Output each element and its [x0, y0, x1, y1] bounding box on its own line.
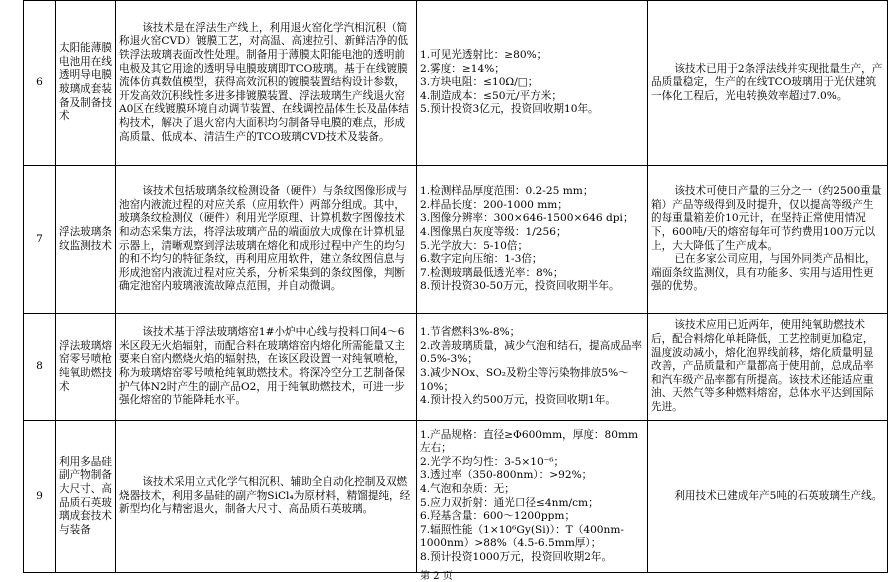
indicator-item: 4.预计投入约500万元，投资回收期1年。 [420, 394, 616, 407]
indicator-item: 2.改善玻璃质量，减少气泡和结石，提高成品率0.5%-3%； [420, 339, 642, 366]
application-remarks [648, 421, 888, 573]
remark-paragraph: 该技术可使日产量的三分之一（约2500重量箱）产品等级得到及时提升，仅以提高等级产生的每重量箱差价10元计，在坚持正常使用情况下，600吨/天的熔窑每年可节约费用100万元以上，大大降低了生产成本。 [651, 185, 882, 252]
remark-paragraph: 利用技术已建成年产5吨的石英玻璃生产线。 [674, 489, 883, 502]
indicator-item: 4.气泡和杂质：无； [420, 482, 515, 495]
technology-description [116, 166, 417, 314]
description-paragraph: 该技术是在浮法生产线上，利用退火窑化学汽相沉积（简称退火窑CVD）镀膜工艺，对高温、高速拉引、新鲜洁净的低铁浮法玻璃表面改性处理。制备用于薄膜太阳能电池的透明前电极及其它用途的透明导电膜玻璃即TCO玻璃。基于在线镀膜流体仿真数值模型，获得高效沉积的镀膜装置结构设计参数，开发高效沉积线性多进多排镀膜装置、浮法玻璃生产线退火窑A0区在线镀膜环境自动调节装置、在线调控晶体生长及晶体结构技术，解决了退火窑内大面积均匀制备导电膜的难点，形成高质量、低成本、清洁生产的TCO玻璃CVD技术及装备。 [119, 21, 409, 143]
technology-name: 太阳能薄膜电池用在线透明导电膜玻璃成套装备及制备技术 [56, 1, 116, 166]
indicator-item: 1.可见光透射比：≥80%； [420, 49, 548, 62]
table-row [24, 314, 888, 421]
description-paragraph: 该技术基于浮法玻璃熔窑1#小炉中心线与投料口间4～6米区段无火焰辐射，而配合料在玻璃熔窑内熔化所需能量又主要来自窑内燃烧火焰的辐射热，在该区段设置一对纯氧喷枪，称为玻璃熔窑零号喷枪纯氧助燃技术。将深冷空分工艺制备保护气体N2时产生的副产品O2，用于纯氧助燃技术，可进一步强化熔窑的节能降耗水平。 [119, 326, 406, 407]
indicator-item: 3.方块电阻：≤10Ω/□； [420, 76, 539, 89]
indicator-item: 6.羟基含量：600～1200ppm； [420, 510, 576, 523]
technology-name: 利用多晶硅副产物制备大尺寸、高品质石英玻璃成套技术与装备 [56, 421, 116, 573]
indicator-item: 2.光学不均匀性：3-5×10⁻⁶； [420, 455, 565, 468]
technology-name: 浮法玻璃熔窑零号喷枪纯氧助燃技术 [56, 314, 116, 421]
row-number: 8 [24, 314, 56, 421]
technology-name: 浮法玻璃条纹监测技术 [56, 166, 116, 314]
application-remarks [648, 1, 888, 166]
indicator-item: 2.样品长度：200-1000 mm； [420, 198, 568, 211]
row-number: 7 [24, 166, 56, 314]
technical-indicators [417, 421, 648, 573]
table-row [24, 1, 888, 166]
indicator-item: 5.光学放大：5-10倍； [420, 239, 529, 252]
technology-table [23, 0, 888, 573]
indicator-item: 7.检测玻璃最低透光率：8%； [420, 266, 564, 279]
indicator-item: 7.辐照性能（1×10⁶Gy(Si)）：T（400nm-1000nm）>88%（4.5-6.5mm厚）； [420, 523, 624, 550]
indicator-item: 4.图像黑白灰度等级：1/256； [420, 225, 567, 238]
indicator-item: 5.应力双折射：通光口径≤4nm/cm； [420, 496, 599, 509]
indicator-item: 3.减少NOx、SO₂及粉尘等污染物排放5%～10%； [420, 367, 629, 393]
technology-description [116, 1, 417, 166]
application-remarks [648, 166, 888, 314]
indicator-item: 8.预计投资30-50万元，投资回收期半年。 [420, 280, 620, 293]
application-remarks [648, 314, 888, 421]
remark-paragraph: 已在多家公司应用，与国外同类产品相比，端面条纹监测仪，具有功能多、实用与适用性更强的优势。 [651, 253, 876, 293]
page-footer: 第 2 页 [420, 571, 453, 582]
technical-indicators [417, 1, 648, 166]
row-number: 9 [24, 421, 56, 573]
remark-paragraph: 该技术已用于2条浮法线并实现批量生产，产品质量稳定，生产的在线TCO玻璃用于光伏建筑一体化工程后，光电转换效率超过7.0%。 [651, 62, 883, 102]
indicator-item: 6.数字定向压缩：1-3倍； [420, 253, 543, 266]
indicator-item: 1.节省燃料3%-8%； [420, 326, 521, 339]
technology-description [116, 314, 417, 421]
table-row [24, 166, 888, 314]
description-paragraph: 该技术采用立式化学气相沉积、辅助全自动化控制及双燃烧器技术，利用多晶硅的副产物SiCl₄为原材料，精馏提纯，经新型均化与精密退火，制备大尺寸、高品质石英玻璃。 [119, 476, 411, 516]
indicator-item: 5.预计投资3亿元，投资回收期10年。 [420, 103, 599, 116]
indicator-item: 3.图像分辨率：300×646-1500×646 dpi； [420, 212, 634, 225]
technical-indicators [417, 314, 648, 421]
indicator-item: 1.检测样品厚度范围：0.2-25 mm； [420, 185, 594, 198]
technology-description [116, 421, 417, 573]
technical-indicators [417, 166, 648, 314]
indicator-item: 2.雾度：≥14%； [420, 62, 505, 75]
row-number: 6 [24, 1, 56, 166]
indicator-item: 3.透过率（350-800nm）：>92%； [420, 469, 593, 482]
description-paragraph: 该技术包括玻璃条纹检测设备（硬件）与条纹图像形成与池窑内液流过程的对应关系（应用软件）两部分组成。其中，玻璃条纹检测仪（硬件）利用光学原理、计算机数字图像技术和动态采集方法，将浮法玻璃产品的端面放大成像在计算机显示器上，清晰观察到浮法玻璃在熔化和成形过程中产生的均匀的和不均匀的特征条纹，再利用应用软件，建立条纹图信息与形成池窑内液流过程对应关系，分析采集到的条纹图像，判断确定池窑内玻璃液流故障点范围，并自动微调。 [119, 185, 408, 293]
indicator-item: 4.制造成本：≤50元/平方米； [420, 89, 562, 102]
indicator-item: 8.预计投资1000万元，投资回收期2年。 [420, 550, 613, 563]
indicator-item: 1.产品规格：直径≥Φ600mm，厚度：80mm左右； [420, 428, 639, 455]
remark-paragraph: 该技术应用已近两年，使用纯氧助燃技术后，配合料熔化单耗降低，工艺控制更加稳定，温度波动减小，熔化泡界线前移，熔化质量明显改善，产品质量和产量都高于使用前，总成品率和汽车级产品率都有所提高。该技术还能适应重油、天然气等多种燃料熔窑，总体水平达到国际先进。 [651, 319, 874, 413]
table-row [24, 421, 888, 573]
